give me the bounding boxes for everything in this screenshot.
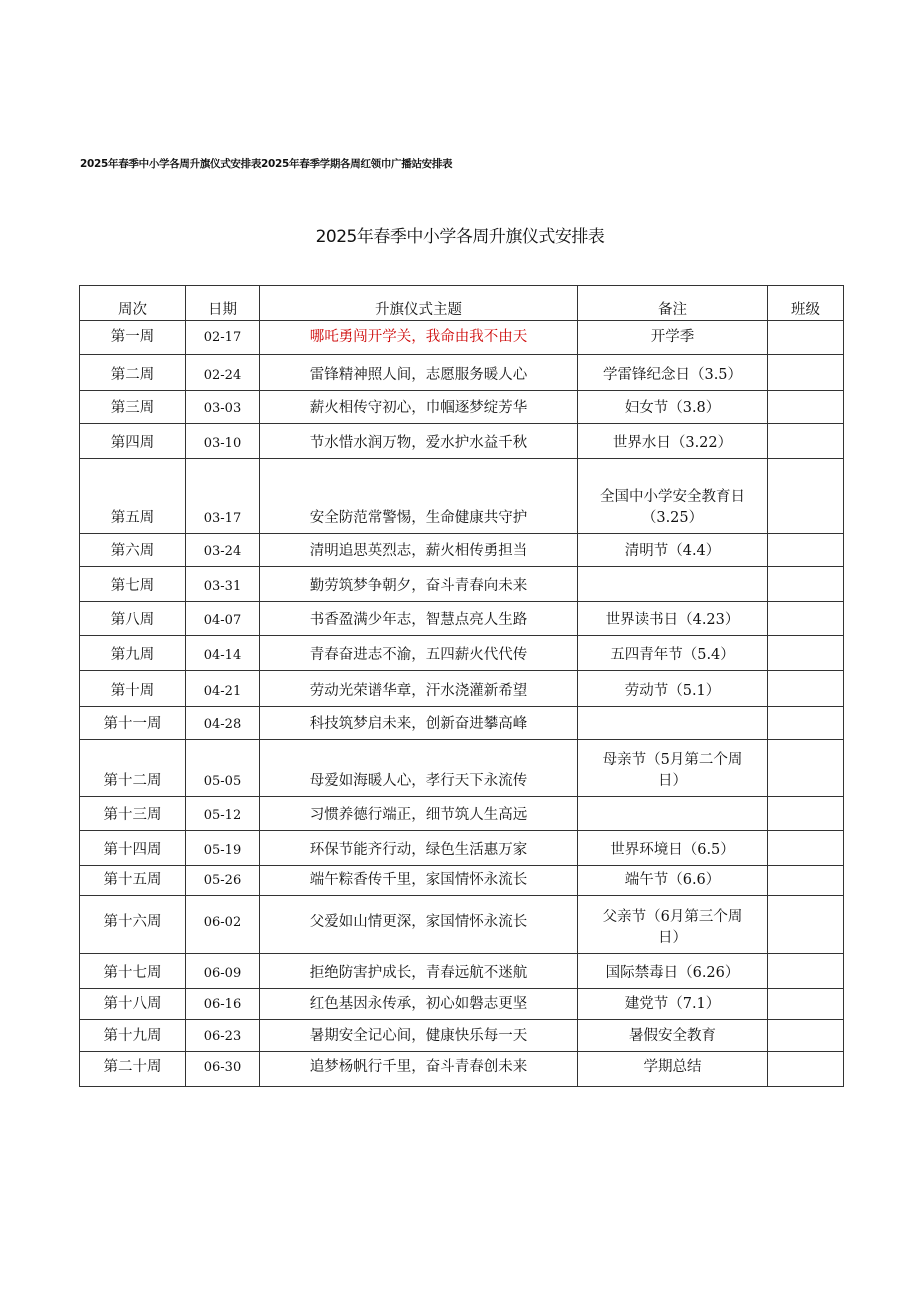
cell-note [578, 707, 768, 740]
cell-theme: 红色基因永传承，初心如磐志更坚 [260, 989, 578, 1020]
cell-theme: 暑期安全记心间，健康快乐每一天 [260, 1020, 578, 1052]
cell-date: 05-26 [186, 866, 260, 896]
cell-note: 学期总结 [578, 1052, 768, 1087]
header-note: 备注 [578, 286, 768, 321]
table-row [80, 1052, 844, 1087]
table-row [80, 459, 844, 534]
table-row [80, 866, 844, 896]
cell-date: 05-12 [186, 797, 260, 831]
cell-week: 第十五周 [80, 866, 186, 896]
cell-date: 06-02 [186, 896, 260, 954]
cell-note: 建党节（7.1） [578, 989, 768, 1020]
table-row [80, 321, 844, 355]
cell-theme: 习惯养德行端正，细节筑人生高远 [260, 797, 578, 831]
cell-theme: 清明追思英烈志，薪火相传勇担当 [260, 534, 578, 567]
cell-class [768, 797, 844, 831]
cell-date: 04-28 [186, 707, 260, 740]
cell-theme: 安全防范常警惕，生命健康共守护 [260, 459, 578, 534]
cell-date: 06-09 [186, 954, 260, 989]
cell-date: 06-16 [186, 989, 260, 1020]
cell-week: 第二十周 [80, 1052, 186, 1087]
table-row [80, 567, 844, 602]
cell-week: 第十九周 [80, 1020, 186, 1052]
cell-theme: 节水惜水润万物，爱水护水益千秋 [260, 424, 578, 459]
header-class: 班级 [768, 286, 844, 321]
cell-note: 母亲节（5月第二个周日） [578, 740, 768, 797]
cell-week: 第五周 [80, 459, 186, 534]
cell-date: 03-24 [186, 534, 260, 567]
cell-class [768, 740, 844, 797]
cell-note: 世界环境日（6.5） [578, 831, 768, 866]
table-row [80, 391, 844, 424]
cell-note: 全国中小学安全教育日（3.25） [578, 459, 768, 534]
cell-week: 第八周 [80, 602, 186, 636]
cell-theme: 端午粽香传千里，家国情怀永流长 [260, 866, 578, 896]
cell-note: 劳动节（5.1） [578, 671, 768, 707]
cell-class [768, 321, 844, 355]
cell-week: 第十一周 [80, 707, 186, 740]
cell-week: 第四周 [80, 424, 186, 459]
cell-class [768, 831, 844, 866]
cell-note [578, 797, 768, 831]
cell-date: 04-14 [186, 636, 260, 671]
cell-week: 第十七周 [80, 954, 186, 989]
cell-theme: 劳动光荣谱华章，汗水浇灌新希望 [260, 671, 578, 707]
cell-date: 04-07 [186, 602, 260, 636]
table-row [80, 740, 844, 797]
cell-class [768, 1052, 844, 1087]
cell-note: 清明节（4.4） [578, 534, 768, 567]
cell-note: 学雷锋纪念日（3.5） [578, 355, 768, 391]
cell-theme: 勤劳筑梦争朝夕，奋斗青春向未来 [260, 567, 578, 602]
cell-theme: 科技筑梦启未来，创新奋进攀高峰 [260, 707, 578, 740]
cell-date: 03-31 [186, 567, 260, 602]
table-title: 2025年春季中小学各周升旗仪式安排表 [315, 227, 605, 247]
cell-date: 06-23 [186, 1020, 260, 1052]
table-row [80, 989, 844, 1020]
table-row [80, 707, 844, 740]
table-row [80, 954, 844, 989]
table-row [80, 896, 844, 954]
cell-note [578, 567, 768, 602]
cell-date: 03-03 [186, 391, 260, 424]
cell-week: 第十三周 [80, 797, 186, 831]
table-row [80, 1020, 844, 1052]
cell-date: 02-17 [186, 321, 260, 355]
cell-class [768, 866, 844, 896]
cell-note: 端午节（6.6） [578, 866, 768, 896]
cell-week: 第六周 [80, 534, 186, 567]
cell-week: 第十周 [80, 671, 186, 707]
cell-class [768, 707, 844, 740]
cell-week: 第十二周 [80, 740, 186, 797]
cell-theme: 书香盈满少年志，智慧点亮人生路 [260, 602, 578, 636]
cell-class [768, 567, 844, 602]
cell-theme: 父爱如山情更深，家国情怀永流长 [260, 896, 578, 954]
cell-date: 03-17 [186, 459, 260, 534]
cell-note: 暑假安全教育 [578, 1020, 768, 1052]
cell-week: 第二周 [80, 355, 186, 391]
table-row [80, 602, 844, 636]
table-row [80, 671, 844, 707]
cell-note: 父亲节（6月第三个周日） [578, 896, 768, 954]
cell-note: 妇女节（3.8） [578, 391, 768, 424]
table-row [80, 797, 844, 831]
cell-week: 第七周 [80, 567, 186, 602]
cell-class [768, 424, 844, 459]
cell-class [768, 602, 844, 636]
cell-week: 第三周 [80, 391, 186, 424]
cell-theme: 薪火相传守初心，巾帼逐梦绽芳华 [260, 391, 578, 424]
document-heading: 2025年春季中小学各周升旗仪式安排表2025年春季学期各周红领巾广播站安排表 [80, 158, 453, 170]
cell-theme: 环保节能齐行动，绿色生活惠万家 [260, 831, 578, 866]
flag-ceremony-schedule-table [79, 285, 844, 1087]
table-row [80, 534, 844, 567]
header-date: 日期 [186, 286, 260, 321]
cell-week: 第十六周 [80, 896, 186, 954]
cell-note: 世界读书日（4.23） [578, 602, 768, 636]
cell-theme: 母爱如海暖人心，孝行天下永流传 [260, 740, 578, 797]
cell-note: 国际禁毒日（6.26） [578, 954, 768, 989]
cell-class [768, 534, 844, 567]
cell-date: 05-19 [186, 831, 260, 866]
cell-week: 第十八周 [80, 989, 186, 1020]
cell-theme: 拒绝防害护成长，青春远航不迷航 [260, 954, 578, 989]
cell-theme: 青春奋进志不渝，五四薪火代代传 [260, 636, 578, 671]
cell-theme: 哪吒勇闯开学关，我命由我不由天 [260, 321, 578, 355]
table-row [80, 636, 844, 671]
cell-class [768, 896, 844, 954]
cell-date: 05-05 [186, 740, 260, 797]
table-header-row [80, 286, 844, 321]
cell-note: 五四青年节（5.4） [578, 636, 768, 671]
header-theme: 升旗仪式主题 [260, 286, 578, 321]
cell-theme: 雷锋精神照人间，志愿服务暖人心 [260, 355, 578, 391]
cell-week: 第十四周 [80, 831, 186, 866]
cell-class [768, 989, 844, 1020]
cell-class [768, 954, 844, 989]
cell-date: 06-30 [186, 1052, 260, 1087]
cell-date: 02-24 [186, 355, 260, 391]
table-row [80, 831, 844, 866]
cell-date: 04-21 [186, 671, 260, 707]
cell-class [768, 636, 844, 671]
cell-theme: 追梦杨帆行千里，奋斗青春创未来 [260, 1052, 578, 1087]
cell-week: 第九周 [80, 636, 186, 671]
table-row [80, 355, 844, 391]
cell-class [768, 459, 844, 534]
cell-week: 第一周 [80, 321, 186, 355]
table-row [80, 424, 844, 459]
cell-date: 03-10 [186, 424, 260, 459]
cell-class [768, 1020, 844, 1052]
cell-class [768, 391, 844, 424]
cell-class [768, 671, 844, 707]
cell-note: 开学季 [578, 321, 768, 355]
header-week: 周次 [80, 286, 186, 321]
cell-note: 世界水日（3.22） [578, 424, 768, 459]
cell-class [768, 355, 844, 391]
